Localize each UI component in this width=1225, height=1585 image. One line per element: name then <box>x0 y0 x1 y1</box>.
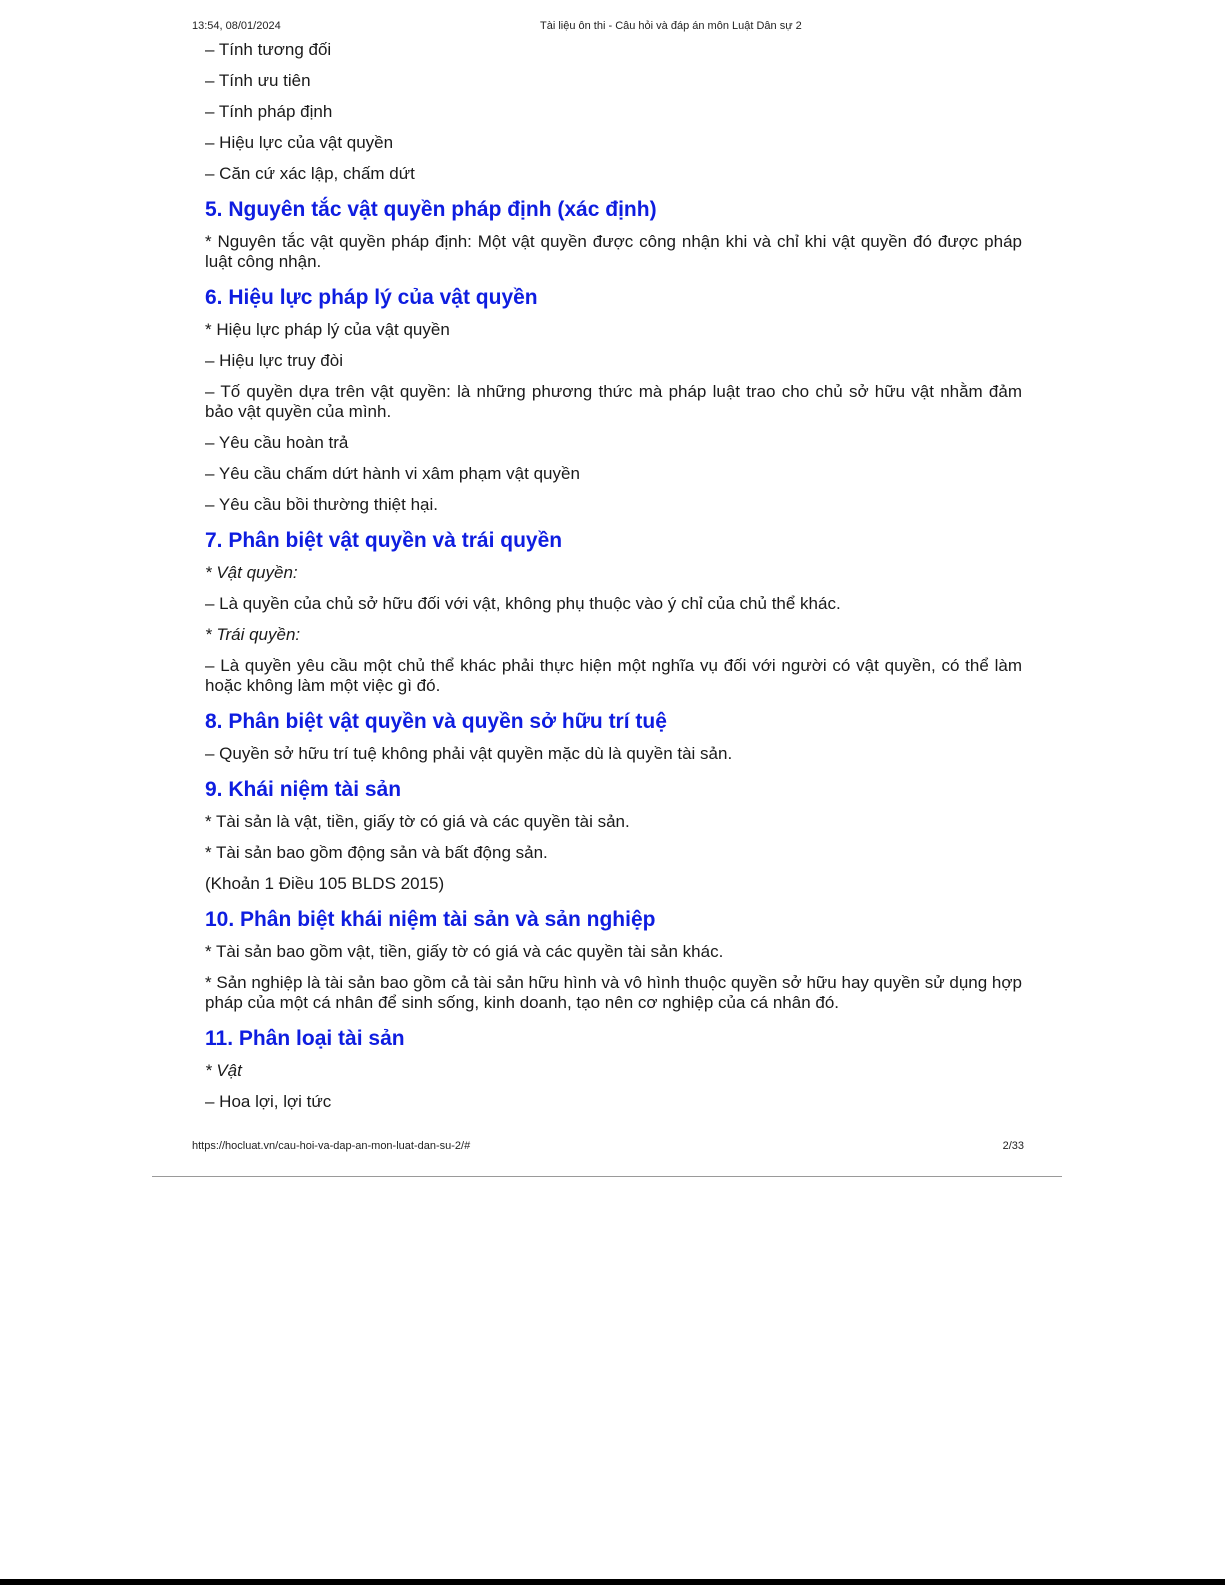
list-item: – Yêu cầu hoàn trả <box>205 433 349 452</box>
paragraph: – Là quyền yêu cầu một chủ thể khác phải thực hiện một nghĩa vụ đối với người có vật quyền, có thể làm hoặc không làm một việc gì đó. <box>205 656 1022 695</box>
list-item: – Căn cứ xác lập, chấm dứt <box>205 164 415 183</box>
citation: (Khoản 1 Điều 105 BLDS 2015) <box>205 874 445 893</box>
section-heading-10: 10. Phân biệt khái niệm tài sản và sản nghiệp <box>205 908 656 931</box>
section-heading-11: 11. Phân loại tài sản <box>205 1027 405 1050</box>
list-item: – Yêu cầu bồi thường thiệt hại. <box>205 495 438 514</box>
section-heading-6: 6. Hiệu lực pháp lý của vật quyền <box>205 286 538 309</box>
list-item: – Hiệu lực truy đòi <box>205 351 343 370</box>
section-heading-9: 9. Khái niệm tài sản <box>205 778 402 801</box>
list-item: * Tài sản bao gồm động sản và bất động sản. <box>205 843 548 862</box>
paragraph: * Sản nghiệp là tài sản bao gồm cả tài sản hữu hình và vô hình thuộc quyền sở hữu hay quyền sử dụng hợp pháp của một cá nhân để sinh sống, kinh doanh, tạo nên cơ nghiệp của cá nhân đó. <box>205 973 1022 1012</box>
subheading-trai-quyen: * Trái quyền: <box>205 625 301 644</box>
list-item: – Tính pháp định <box>205 102 333 121</box>
subheading-vat-quyen: * Vật quyền: <box>205 563 298 582</box>
list-item: * Tài sản là vật, tiền, giấy tờ có giá và các quyền tài sản. <box>205 812 630 831</box>
page-divider <box>152 1176 1062 1177</box>
document-content <box>205 40 1022 1123</box>
print-document-title: Tài liệu ôn thi - Câu hỏi và đáp án môn Luật Dân sự 2 <box>540 20 802 32</box>
list-item: * Hiệu lực pháp lý của vật quyền <box>205 320 450 339</box>
section-heading-8: 8. Phân biệt vật quyền và quyền sở hữu trí tuệ <box>205 710 667 733</box>
list-item: – Quyền sở hữu trí tuệ không phải vật quyền mặc dù là quyền tài sản. <box>205 744 733 763</box>
paragraph: – Tố quyền dựa trên vật quyền: là những phương thức mà pháp luật trao cho chủ sở hữu vật nhằm đảm bảo vật quyền của mình. <box>205 382 1022 421</box>
list-item: – Là quyền của chủ sở hữu đối với vật, không phụ thuộc vào ý chỉ của chủ thể khác. <box>205 594 841 613</box>
print-url: https://hocluat.vn/cau-hoi-va-dap-an-mon-luat-dan-su-2/# <box>192 1140 471 1152</box>
list-item: – Tính tương đối <box>205 40 332 59</box>
page-number: 2/33 <box>1002 1140 1024 1152</box>
print-footer <box>192 1140 1032 1152</box>
list-item: – Yêu cầu chấm dứt hành vi xâm phạm vật quyền <box>205 464 580 483</box>
list-item: – Tính ưu tiên <box>205 71 311 90</box>
list-item: * Tài sản bao gồm vật, tiền, giấy tờ có giá và các quyền tài sản khác. <box>205 942 724 961</box>
list-item: – Hiệu lực của vật quyền <box>205 133 394 152</box>
page-bottom-edge <box>0 1579 1225 1585</box>
subheading-vat: * Vật <box>205 1061 242 1080</box>
list-item: – Hoa lợi, lợi tức <box>205 1092 332 1111</box>
paragraph: * Nguyên tắc vật quyền pháp định: Một vật quyền được công nhận khi và chỉ khi vật quyền đó được pháp luật công nhận. <box>205 232 1022 271</box>
print-timestamp: 13:54, 08/01/2024 <box>192 20 281 32</box>
section-heading-5: 5. Nguyên tắc vật quyền pháp định (xác định) <box>205 198 657 221</box>
section-heading-7: 7. Phân biệt vật quyền và trái quyền <box>205 529 563 552</box>
